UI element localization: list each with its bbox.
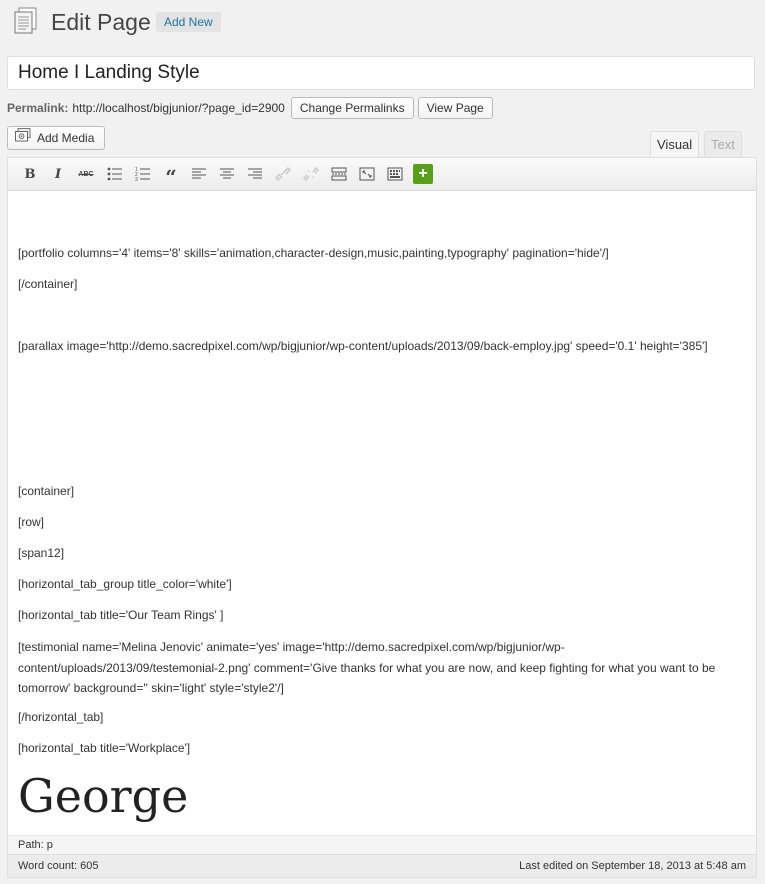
content-paragraph: [/container] bbox=[18, 277, 78, 291]
content-paragraph: [parallax image='http://demo.sacredpixel.com/wp/bigjunior/wp-content/uploads/2013/09/back-employ.jpg' speed='0.1' height='385'] bbox=[18, 339, 708, 353]
status-bar bbox=[8, 854, 756, 877]
pages-icon bbox=[10, 6, 40, 36]
add-media-label: Add Media bbox=[37, 131, 95, 145]
svg-text:3: 3 bbox=[135, 177, 138, 181]
strikethrough-button[interactable] bbox=[76, 164, 96, 184]
align-center-icon bbox=[219, 167, 235, 181]
media-icon bbox=[15, 127, 31, 149]
view-page-button[interactable]: View Page bbox=[418, 97, 493, 119]
content-paragraph: [span12] bbox=[18, 546, 65, 560]
page-title: Edit Page bbox=[51, 9, 151, 35]
svg-text:2: 2 bbox=[135, 172, 138, 178]
add-media-button[interactable] bbox=[7, 126, 105, 150]
permalink-label: Permalink: bbox=[7, 101, 69, 115]
insert-more-button[interactable] bbox=[329, 164, 349, 184]
content-paragraph: [/horizontal_tab] bbox=[18, 710, 104, 724]
read-more-icon bbox=[331, 167, 347, 181]
align-center-button[interactable] bbox=[217, 164, 237, 184]
tab-text[interactable]: Text bbox=[704, 131, 742, 157]
align-left-icon bbox=[191, 167, 207, 181]
numbered-list-icon bbox=[135, 167, 151, 181]
align-left-button[interactable] bbox=[189, 164, 209, 184]
bold-icon: B bbox=[24, 166, 36, 182]
tab-visual[interactable]: Visual bbox=[650, 131, 699, 158]
italic-button[interactable] bbox=[48, 164, 68, 184]
signature-text: George bbox=[18, 769, 189, 823]
align-right-icon bbox=[247, 167, 263, 181]
fullscreen-button[interactable] bbox=[357, 164, 377, 184]
bulleted-list-button[interactable] bbox=[105, 164, 125, 184]
content-paragraph: [container] bbox=[18, 484, 75, 498]
blockquote-icon: “ bbox=[165, 165, 177, 189]
align-right-button[interactable] bbox=[245, 164, 265, 184]
numbered-list-button[interactable] bbox=[133, 164, 153, 184]
add-new-button[interactable]: Add New bbox=[156, 12, 221, 32]
insert-link-button[interactable] bbox=[273, 164, 293, 184]
content-paragraph: [horizontal_tab_group title_color='white'] bbox=[18, 577, 232, 591]
blockquote-button[interactable] bbox=[161, 164, 181, 189]
fullscreen-icon bbox=[359, 167, 375, 181]
bulleted-list-icon bbox=[107, 167, 123, 181]
plus-icon: + bbox=[418, 165, 428, 182]
post-title-input[interactable]: Home I Landing Style bbox=[7, 56, 755, 90]
content-paragraph: [horizontal_tab title='Our Team Rings' ] bbox=[18, 608, 224, 622]
unlink-icon bbox=[303, 167, 319, 181]
remove-link-button[interactable] bbox=[301, 164, 321, 184]
editor-toolbar bbox=[8, 158, 756, 191]
content-paragraph: [row] bbox=[18, 515, 45, 529]
svg-text:1: 1 bbox=[135, 167, 138, 173]
word-count: Word count: 605 bbox=[18, 860, 99, 872]
path-bar: Path: p bbox=[8, 835, 756, 854]
content-paragraph: [portfolio columns='4' items='8' skills='animation,character-design,music,painting,typography' pagination='hide'/] bbox=[18, 246, 609, 260]
italic-icon: I bbox=[54, 166, 62, 182]
permalink-row bbox=[7, 97, 497, 119]
bold-button[interactable] bbox=[20, 164, 40, 184]
last-edited: Last edited on September 18, 2013 at 5:48 am bbox=[519, 860, 746, 872]
permalink-url[interactable]: http://localhost/bigjunior/?page_id=2900 bbox=[72, 101, 285, 115]
content-paragraph: [testimonial name='Melina Jenovic' animate='yes' image='http://demo.sacredpixel.com/wp/bigjunior/wp-content/uploads/2013/09/testemonial-2.png' comment='Give thanks for what you are now, and keep fighting for what you want to be tomorrow' background='' skin='light' style='style2'/] bbox=[18, 640, 716, 695]
change-permalinks-button[interactable]: Change Permalinks bbox=[291, 97, 414, 119]
kitchen-sink-icon bbox=[387, 167, 403, 181]
content-paragraph: [horizontal_tab title='Workplace'] bbox=[18, 741, 191, 755]
editor bbox=[7, 157, 757, 878]
link-icon bbox=[275, 167, 291, 181]
strikethrough-icon: ABC bbox=[78, 170, 94, 178]
shortcode-plus-button[interactable] bbox=[413, 164, 433, 184]
toolbar-toggle-button[interactable] bbox=[385, 164, 405, 184]
